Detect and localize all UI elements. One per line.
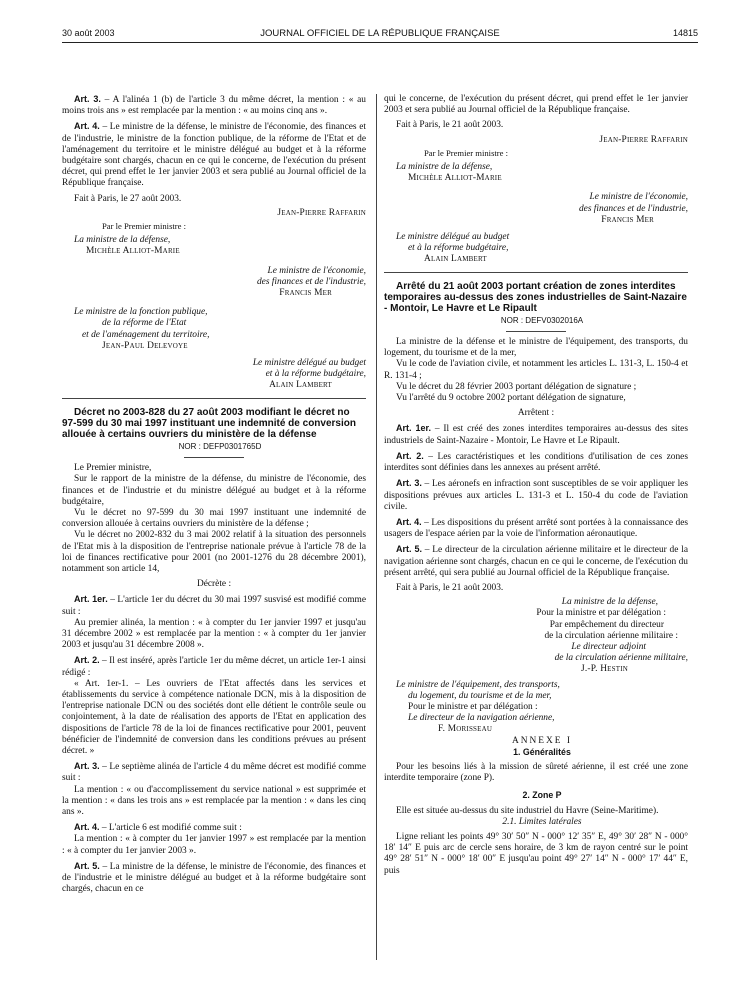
budget-title-1b: Le ministre délégué au budget — [396, 232, 510, 243]
sig2-line-1: Le ministre de l'équipement, des transports, — [396, 679, 560, 690]
header-title: JOURNAL OFFICIEL DE LA RÉPUBLIQUE FRANÇAISE — [260, 28, 500, 39]
page-number: 14815 — [672, 28, 698, 38]
sig2-line-2: du logement, du tourisme et de la mer, — [408, 690, 552, 701]
defense-title-2: La ministre de la défense, — [396, 162, 493, 173]
arrete-article-2: Art. 2. – Les caractéristiques et les conditions d'utilisation de ces zones interdites sont définies dans les annexes au présent arrêté. — [384, 450, 688, 474]
sig1-line-4: de la circulation aérienne militaire : — [544, 630, 678, 641]
decree-title: Décret no 2003-828 du 27 août 2003 modifiant le décret no 97-599 du 30 mai 1997 instituant une indemnité de conversion allouée à certains ouvriers du ministère de la défense — [62, 406, 356, 441]
decree-article-1-p2: Au premier alinéa, la mention : « à compter du 1er janvier 1997 et jusqu'au 31 décembre 2002 » est remplacée par la mention : « à compter du 1er janvier 2003 et jusqu'au 31 décembre 2008 ». — [62, 617, 366, 651]
arrete-preamble-2: Vu le code de l'aviation civile, et notamment les articles L. 131-3, L. 150-4 et R. 131-4 ; — [384, 359, 688, 381]
preamble-vu-1: Vu le décret no 97-599 du 30 mai 1997 instituant une indemnité de conversion allouée à certains ouvriers du ministère de la défense ; — [62, 507, 366, 530]
section-2-heading: 2. Zone P — [522, 790, 562, 801]
preamble-vu-2: Vu le décret no 2002-832 du 3 mai 2002 relatif à la situation des personnels de l'Etat mis à la disposition de l'entreprise nationale prévue à l'article 78 de la loi de finances rectificative pour 2001 (no 2001-1276 du 28 décembre 2001), notamment son article 14, — [62, 530, 366, 574]
sig2-line-4: Le directeur de la navigation aérienne, — [408, 713, 555, 724]
section-2-1-heading: 2.1. Limites latérales — [502, 816, 582, 827]
arrete-article-3: Art. 3. – Les aéronefs en infraction sont susceptibles de se voir appliquer les dispositions prévues aux articles L. 131-3 et L. 150-4 du code de l'aviation civile. — [384, 478, 688, 512]
arrete-nor: NOR : DEFV0302016A — [500, 315, 584, 325]
decree-article-4-p2: La mention : « à compter du 1er janvier 1997 » est remplacée par la mention : « à compter du 1er janvier 2003 ». — [62, 834, 366, 856]
defense-title: La ministre de la défense, — [74, 235, 171, 246]
budget-name-2: Alain Lambert — [424, 254, 487, 265]
sig2-name: F. Morisseau — [438, 724, 493, 735]
arrete-article-5: Art. 5. – Le directeur de la circulation aérienne militaire et le directeur de la navigation aérienne sont chargés, chacun en ce qui le concerne, de l'exécution du présent arrêté, qui sera publié au Journal officiel de la République française. — [384, 544, 688, 578]
fp-title-2: de la réforme de l'Etat — [102, 318, 187, 329]
left-column — [62, 94, 366, 895]
section-2-text: Elle est située au-dessus du site industriel du Havre (Seine-Maritime). — [396, 805, 659, 816]
sig1-name: J.-P. Hestin — [581, 664, 628, 675]
defense-name-2: Michèle Alliot-Marie — [408, 173, 502, 184]
eco-title-1b: Le ministre de l'économie, — [589, 192, 688, 203]
budget-title-2: et à la réforme budgétaire, — [265, 369, 366, 380]
signatory-pm: Jean-Pierre Raffarin — [277, 207, 366, 218]
arrete-preamble-1: La ministre de la défense et le ministre de l'équipement, des transports, du logement, du tourisme et de la mer, — [384, 337, 688, 359]
header-date: 30 août 2003 — [62, 28, 115, 38]
budget-title-2b: et à la réforme budgétaire, — [408, 243, 509, 254]
fait-a-paris: Fait à Paris, le 27 août 2003. — [74, 193, 182, 204]
decree-article-5: Art. 5. – La ministre de la défense, le ministre de l'économie, des finances et de l'industrie et le ministre délégué au budget et à la réforme budgétaire sont chargés, chacun en ce — [62, 860, 366, 895]
separator-short — [184, 457, 244, 458]
section-2-1-text: Ligne reliant les points 49° 30′ 50″ N - 000° 12′ 35″ E, 49° 30′ 28″ N - 000° 18′ 14″ E puis arc de cercle sens horaire, de 3 km de rayon centré sur le point 49° 28′ 51″ N - 000° 18′ 00″ E jusqu'au point 49° 27′ 14″ N - 000° 17′ 44″ E, puis — [384, 831, 688, 876]
eco-name: Francis Mer — [279, 288, 332, 299]
column-divider — [376, 94, 377, 960]
decree-article-2-p2: « Art. 1er-1. – Les ouvriers de l'Etat affectés dans les services et établissements du service à compétence nationale DCN, mis à la disposition de l'entreprise nationale DCN ou des sociétés dont elle détient le contrôle seule ou conjointement, à la date de réalisation des apports de l'Etat en application des dispositions de l'article 78 de la loi de finances rectificative pour 2001, peuvent bénéficier de l'indemnité de conversion dans les conditions prévues au présent décret. » — [62, 678, 366, 756]
budget-name: Alain Lambert — [269, 380, 332, 391]
page-header — [62, 28, 698, 42]
sig1-line-1: La ministre de la défense, — [561, 597, 658, 608]
budget-title-1: Le ministre délégué au budget — [252, 358, 366, 369]
signatory-pm-2: Jean-Pierre Raffarin — [599, 134, 688, 145]
fp-name: Jean-Paul Delevoye — [102, 340, 188, 351]
decree-article-3: Art. 3. – Le septième alinéa de l'article 4 du même décret est modifié comme suit : — [62, 761, 366, 784]
fp-title-1: Le ministre de la fonction publique, — [74, 307, 208, 318]
preamble-pm: Le Premier ministre, — [74, 463, 152, 474]
arrete-preamble-4: Vu l'arrêté du 9 octobre 2002 portant délégation de signature, — [396, 393, 626, 404]
header-rule — [62, 42, 698, 43]
article-3: Art. 3. – A l'alinéa 1 (b) de l'article 3 du même décret, la mention : « au moins trois ans » est remplacée par la mention : « au moins cinq ans ». — [62, 94, 366, 117]
fait-a-paris-2: Fait à Paris, le 21 août 2003. — [396, 120, 504, 131]
decree-article-4: Art. 4. – L'article 6 est modifié comme suit : — [74, 822, 242, 834]
arrete-article-4: Art. 4. – Les dispositions du présent arrêté sont portées à la connaissance des usagers de l'espace aérien par la voie de l'information aéronautique. — [384, 516, 688, 540]
fait-a-paris-3: Fait à Paris, le 21 août 2003. — [396, 582, 504, 593]
fp-title-3: et de l'aménagement du territoire, — [82, 329, 210, 340]
decree-article-2: Art. 2. – Il est inséré, après l'article 1er du même décret, un article 1er-1 ainsi rédigé : — [62, 655, 366, 678]
separator-short-2 — [506, 331, 566, 332]
decree-article-1: Art. 1er. – L'article 1er du décret du 30 mai 1997 susvisé est modifié comme suit : — [62, 594, 366, 617]
eco-title-2b: des finances et de l'industrie, — [578, 203, 688, 214]
separator — [62, 398, 366, 399]
decree-nor: NOR : DEFP0301765D — [178, 441, 262, 451]
pm-line-2: Par le Premier ministre : — [424, 147, 509, 158]
decrete: Décrète : — [196, 579, 232, 590]
eco-name-2: Francis Mer — [601, 214, 654, 225]
section-1-text: Pour les besoins liés à la mission de sûreté aérienne, il est créé une zone interdite temporaire (zone P). — [384, 761, 688, 784]
sig1-line-5: Le directeur adjoint — [571, 641, 646, 652]
right-column — [384, 94, 688, 877]
separator-2 — [384, 272, 688, 273]
arretent: Arrêtent : — [517, 408, 555, 419]
arrete-preamble-3: Vu le décret du 28 février 2003 portant délégation de signature ; — [396, 381, 637, 392]
defense-name: Michèle Alliot-Marie — [86, 246, 180, 257]
decree-continuation: qui le concerne, de l'exécution du présent décret, qui prend effet le 1er janvier 2003 et sera publié au Journal officiel de la République française. — [384, 94, 688, 116]
sig1-line-2: Pour la ministre et par délégation : — [536, 608, 666, 619]
sig1-line-6: de la circulation aérienne militaire, — [554, 653, 688, 664]
annexe-heading: ANNEXE I — [511, 735, 572, 746]
eco-title-1: Le ministre de l'économie, — [267, 265, 366, 276]
pm-line: Par le Premier ministre : — [102, 221, 187, 232]
section-1-heading: 1. Généralités — [513, 746, 571, 757]
article-4: Art. 4. – Le ministre de la défense, le ministre de l'économie, des finances et de l'industrie, le ministre de la fonction publique, de la réforme de l'Etat et de l'aménagement du territoire et le ministre délégué au budget et à la réforme budgétaire sont chargés, chacun en ce qui le concerne, de l'exécution du présent décret, qui prend effet le 1er janvier 2003 et sera publié au Journal officiel de la République française. — [62, 121, 366, 189]
eco-title-2: des finances et de l'industrie, — [256, 276, 366, 287]
sig1-line-3: Par empêchement du directeur — [549, 619, 664, 630]
decree-article-3-p2: La mention : « ou d'accomplissement du service national » est supprimée et la mention : « dans les trois ans » est remplacée par la mention : « dans les cinq ans ». — [62, 784, 366, 817]
preamble-rapport: Sur le rapport de la ministre de la défense, du ministre de l'économie, des finances et de l'industrie et du ministre délégué au budget et à la réforme budgétaire, — [62, 474, 366, 507]
sig2-line-3: Pour le ministre et par délégation : — [408, 701, 538, 712]
arrete-title: Arrêté du 21 août 2003 portant création de zones interdites temporaires au-dessus des zones industrielles de Saint-Nazaire - Montoir, Le Havre et Le Ripault — [384, 280, 687, 315]
arrete-article-1: Art. 1er. – Il est créé des zones interdites temporaires au-dessus des sites industriels de Saint-Nazaire - Montoir, Le Havre et Le Ripault. — [384, 423, 688, 446]
